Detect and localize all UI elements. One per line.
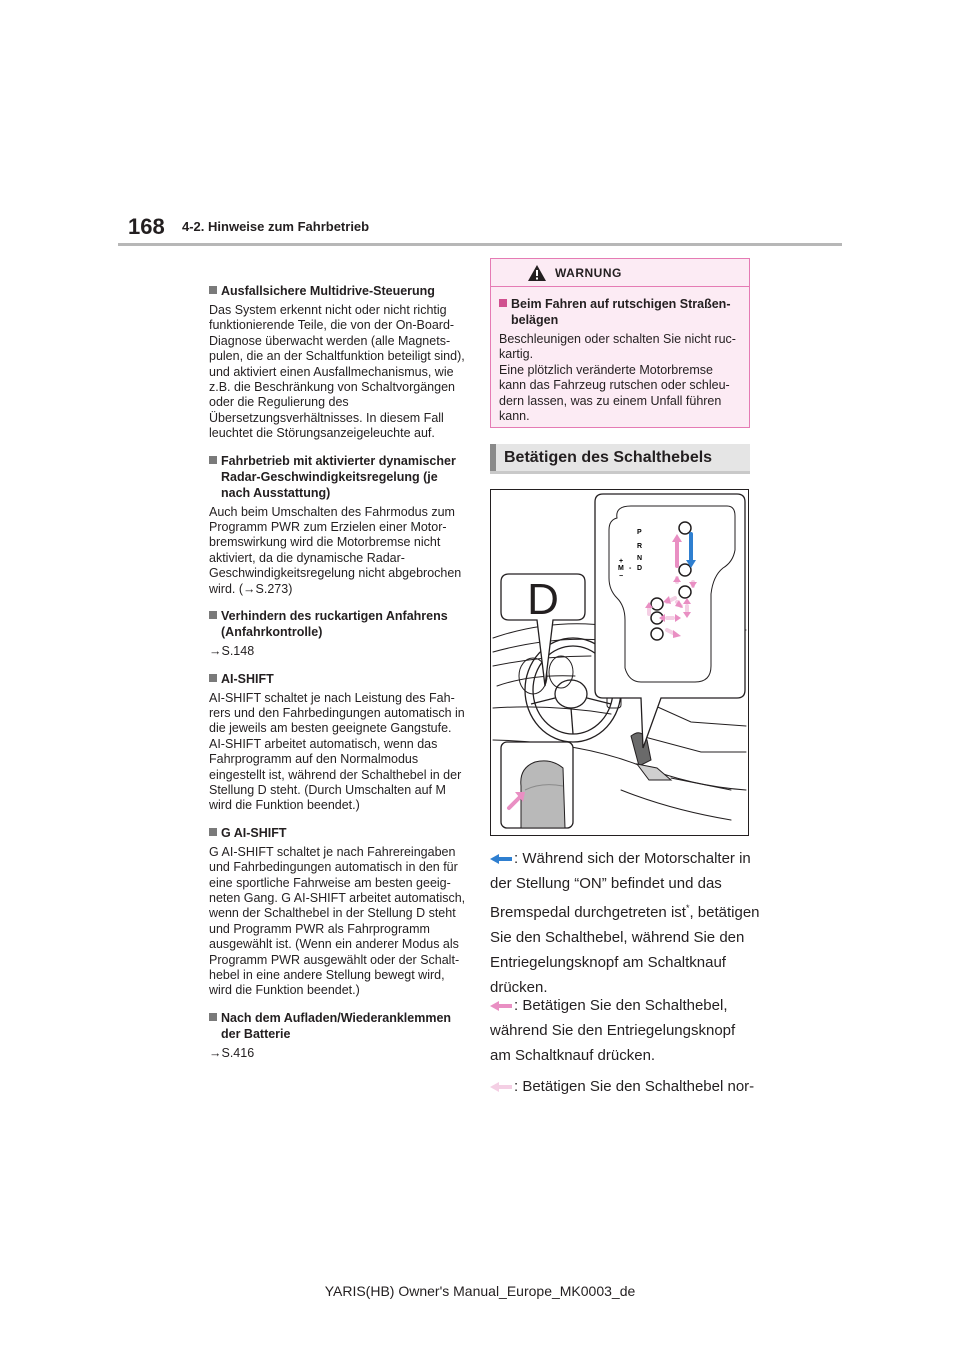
section-bar-accent <box>490 444 496 471</box>
info-item <box>209 671 467 814</box>
square-bullet-icon <box>209 1013 217 1021</box>
square-bullet-icon <box>209 828 217 836</box>
gear-lever <box>631 733 671 780</box>
d-indicator-letter: D <box>527 575 559 624</box>
item-heading: G AI-SHIFT <box>209 825 467 841</box>
warning-text: Eine plötzlich veränderte Motorbremse kann das Fahrzeug rutschen oder schleudern lassen, was zu einem Unfall führen kann. <box>499 362 730 424</box>
page-reference-link[interactable]: →S.416 <box>209 1045 255 1060</box>
light-pink-arrow-icon <box>490 1082 512 1092</box>
warning-box <box>490 258 750 428</box>
gear-d-label: D <box>637 565 643 572</box>
gear-m-label: M <box>618 565 624 572</box>
gear-p-label: P <box>637 529 642 536</box>
section-heading-bar <box>490 444 750 474</box>
shift-knob-inset <box>501 742 573 828</box>
info-item <box>209 608 467 659</box>
item-heading: Nach dem Aufladen/Wiederanklemmen der Batterie <box>209 1010 467 1042</box>
gear-n-label: N <box>637 555 643 562</box>
warning-text: Beschleunigen oder schalten Sie nicht ruckartig. <box>499 332 736 362</box>
section-title: 4-2. Hinweise zum Fahrbetrieb <box>182 219 370 234</box>
item-body: G AI-SHIFT schaltet je nach Fahrereingaben und Fahrbedingungen automatisch in den für eine sportliche Fahrweise am besten geeigneten Gang. G AI-SHIFT arbeitet automatisch, wenn der Schalthebel in der Stellung D steht und Programm PWR als Fahrprogramm ausgewählt ist. (Wenn ein anderer Modus als Programm PWR ausgewählt oder der Schalthebel in eine andere Stellung bewegt wird, wird die Funktion beendet.) <box>209 844 466 998</box>
gear-dash-label: - <box>629 565 632 572</box>
item-body: AI-SHIFT schaltet je nach Leistung des Fahrers und den Fahrbedingungen automatisch in die jeweils am besten geeignete Gangstufe. AI-SHIFT arbeitet automatisch, wenn das Fahrprogramm auf den Normalmodus eingestellt ist, während der Schalthebel in der Stellung D steht. (Durch Umschalten auf M wird die Funktion beendet.) <box>209 690 465 813</box>
item-heading: Fahrbetrieb mit aktivierter dynamischer Radar-Geschwindigkeitsregelung (je nach Ausstattung) <box>209 453 467 501</box>
square-bullet-icon <box>209 456 217 464</box>
page-reference-link[interactable]: →S.148 <box>209 644 255 659</box>
left-column <box>209 283 467 1072</box>
gear-plus-label: + <box>619 558 624 565</box>
gear-position-minus <box>651 628 663 640</box>
item-heading: AI-SHIFT <box>209 671 467 687</box>
square-bullet-icon <box>209 611 217 619</box>
square-bullet-icon <box>209 286 217 294</box>
gear-r-label: R <box>637 543 643 550</box>
warning-triangle-icon <box>527 264 547 282</box>
item-heading: Ausfallsichere Multidrive-Steuerung <box>209 283 467 299</box>
info-item <box>209 825 467 999</box>
info-item <box>209 283 467 442</box>
gear-position-d <box>679 586 691 598</box>
warning-header <box>491 259 749 287</box>
instruction-step-1: : Während sich der Motorschalter in der Stellung “ON” befindet und das Bremspedal durchgetreten ist*, betätigen Sie den Schalthebel, während Sie den Entriegelungsknopf am Schaltknauf drücken. <box>490 850 760 996</box>
instruction-step-2: : Betätigen Sie den Schalthebel, während Sie den Entriegelungsknopf am Schaltknauf drücken. <box>490 997 736 1064</box>
item-heading: Verhindern des ruckartigen Anfahrens (Anfahrkontrolle) <box>209 608 467 640</box>
page-footer: YARIS(HB) Owner's Manual_Europe_MK0003_de <box>324 1283 636 1299</box>
gear-position-n <box>679 564 691 576</box>
warning-label: WARNUNG <box>555 266 622 280</box>
gear-position-m <box>651 598 663 610</box>
instruction-step-3: : Betätigen Sie den Schalthebel nor- <box>490 1074 760 1099</box>
item-body: Auch beim Umschalten des Fahrmodus zum Programm PWR zum Erzielen einer Motorbremswirkung wird die Motorbremse nicht aktiviert, da die dynamische Radar-Geschwindigkeitsregelung nicht abgebrochen wird. (→S.273) <box>209 504 462 596</box>
page-number: 168 <box>128 214 165 239</box>
gear-position-p <box>679 522 691 534</box>
info-item <box>209 1010 467 1061</box>
shift-lever-figure <box>490 489 749 836</box>
section-heading: Betätigen des Schalthebels <box>504 449 713 466</box>
square-bullet-icon <box>209 674 217 682</box>
warning-heading: Beim Fahren auf rutschigen Straßenbelägen <box>499 296 741 328</box>
shift-lever-illustration <box>491 490 748 835</box>
square-bullet-icon <box>499 299 507 307</box>
info-item <box>209 453 467 597</box>
blue-arrow-icon <box>490 854 512 864</box>
warning-body <box>491 287 749 424</box>
gear-minus-label: − <box>619 573 624 580</box>
pink-arrow-icon <box>490 1001 512 1011</box>
item-body: Das System erkennt nicht oder nicht richtig funktionierende Teile, die von der On-Board-Diagnose überwacht werden (alle Magnetspulen, die an der Schaltfunktion beteiligt sind), und aktiviert einen Ausfallmechanismus, wie z.B. die Beschränkung von Schaltvorgängen oder die Regulierung des Übersetzungsverhältnisses. In diesem Fall leuchtet die Störungsanzeigeleuchte auf. <box>209 303 465 441</box>
header-divider <box>118 243 842 246</box>
